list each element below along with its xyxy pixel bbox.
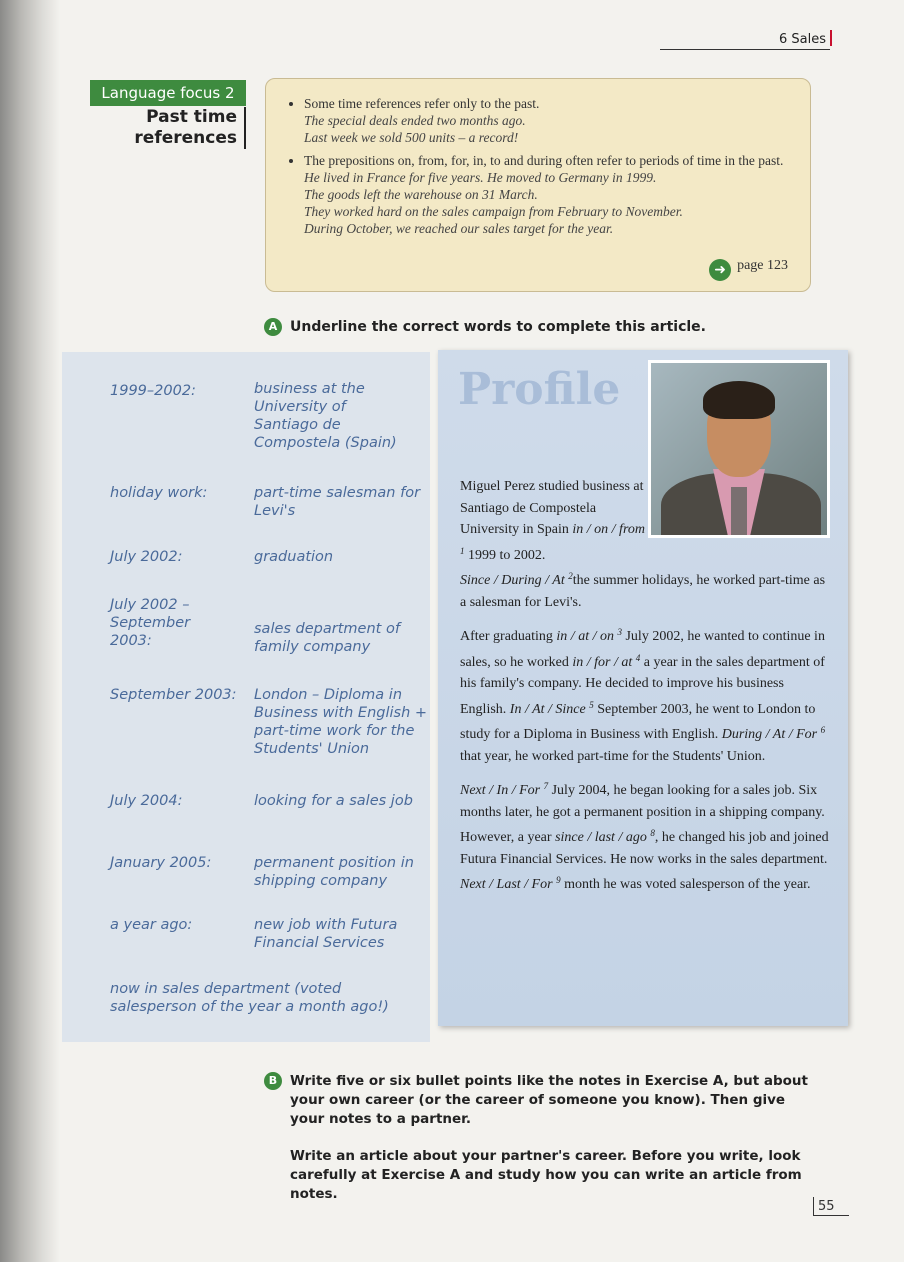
note-detail: new job with Futura Financial Services (254, 917, 398, 951)
choice-7[interactable]: Next / In / For $^7$ (460, 781, 549, 798)
grammar-bullet: • The prepositions on, from, for, in, to and during often refer to periods of time in the past. He lived in France for five years. He moved to Germany in 1999. The goods left the warehouse on 31 March. They worked hard on the sales campaign from February to November. During October, we reached our sales target for the year. (304, 152, 790, 237)
note-detail: graduation (254, 549, 334, 565)
choice-8[interactable]: since / last / ago $^8$ (555, 828, 655, 845)
note-date: January 2005: (110, 855, 212, 871)
page-number: 55 (813, 1197, 849, 1216)
note-date: holiday work: (110, 485, 208, 501)
arrow-right-icon: ➜ (709, 259, 731, 281)
note-date: a year ago: (110, 917, 193, 933)
exercise-a-instruction: A Underline the correct words to complete this article. (264, 318, 706, 336)
choice-6[interactable]: During / At / For $^6$ (721, 725, 826, 742)
choice-5[interactable]: In / At / Since $^5$ (509, 699, 594, 717)
exercise-letter-badge: A (264, 318, 282, 336)
note-date: September 2003: (110, 687, 237, 703)
article-paragraph: After graduating in / at / on $^3$ July 2002, he wanted to continue in sales, so he worked in / for / at $^4$ a year in the sales department of his family's company. He decided to improve his business English. In / At / Since $^5$ September 2003, he went to London to study for a Diploma in Business with English. During / At / For $^6$ that year, he worked part-time for the Students' Union. (460, 627, 826, 764)
example-sentence: The special deals ended two months ago. (304, 113, 526, 128)
note-detail: sales department of family company (254, 621, 400, 655)
choice-4[interactable]: in / for / at $^4$ (572, 652, 641, 670)
profile-title: Profile (458, 364, 621, 415)
profile-article (438, 350, 848, 1026)
note-detail: part-time salesman for Levi's (254, 485, 421, 519)
note-date: July 2004: (110, 793, 183, 809)
note-date: July 2002 – September 2003: (110, 597, 191, 649)
language-focus-tag: Language focus 2 (90, 80, 246, 106)
choice-9[interactable]: Next / Last / For $^9$ (460, 875, 561, 892)
example-sentence: The goods left the warehouse on 31 March. (304, 187, 538, 202)
note-date: 1999–2002: (110, 383, 196, 399)
example-sentence: They worked hard on the sales campaign from February to November. (304, 204, 683, 219)
article-paragraph: Miguel Perez studied business at Santiago de Compostela University in Spain in / on / from $^1$ 1999 to 2002. Since / During / At $^2$the summer holidays, he worked part-time as a salesman for Levi's. (460, 479, 826, 610)
page-reference-link[interactable]: ➜ page 123 (709, 257, 788, 281)
note-date: July 2002: (110, 549, 183, 565)
header-rule (660, 49, 830, 50)
exercise-b-instruction-1: Write five or six bullet points like the notes in Exercise A, but about your own career (or the career of someone you know). Then give your notes to a partner. (290, 1073, 808, 1127)
grammar-bullet: • Some time references refer only to the past. The special deals ended two months ago. Last week we sold 500 units – a record! (304, 95, 790, 146)
exercise-letter-badge: B (264, 1072, 282, 1090)
choice-1[interactable]: in / on / from $^1$ (460, 522, 645, 556)
example-sentence: He lived in France for five years. He moved to Germany in 1999. (304, 170, 657, 185)
example-sentence: During October, we reached our sales target for the year. (304, 221, 614, 236)
note-detail: looking for a sales job (254, 793, 413, 809)
article-body (460, 476, 830, 905)
career-notes-panel (62, 352, 430, 1042)
note-detail: business at the University of Santiago de Compostela (Spain) (254, 381, 397, 451)
article-paragraph: Next / In / For $^7$ July 2004, he began looking for a sales job. Six months later, he got a permanent position in a shipping company. However, a year since / last / ago $^8$, he changed his job and joined Futura Financial Services. He now works in the sales department. Next / Last / For $^9$ month he was voted salesperson of the year. (460, 781, 829, 892)
book-spine-shadow (0, 0, 60, 1262)
note-detail: now in sales department (voted salesperson of the year a month ago!) (110, 981, 389, 1015)
example-sentence: Last week we sold 500 units – a record! (304, 130, 519, 145)
exercise-b (264, 1072, 824, 1204)
note-detail: permanent position in shipping company (254, 855, 414, 889)
note-detail: London – Diploma in Business with English + part-time work for the Students' Union (254, 687, 428, 757)
language-focus-subtitle: Past time references (90, 107, 246, 149)
chapter-header: 6 Sales (779, 30, 832, 47)
grammar-box (265, 78, 811, 292)
exercise-b-instruction-2: Write an article about your partner's career. Before you write, look carefully at Exercise A and study how you can write an article from notes. (290, 1148, 802, 1202)
choice-3[interactable]: in / at / on $^3$ (556, 627, 622, 644)
choice-2[interactable]: Since / During / At $^2$ (460, 571, 573, 588)
